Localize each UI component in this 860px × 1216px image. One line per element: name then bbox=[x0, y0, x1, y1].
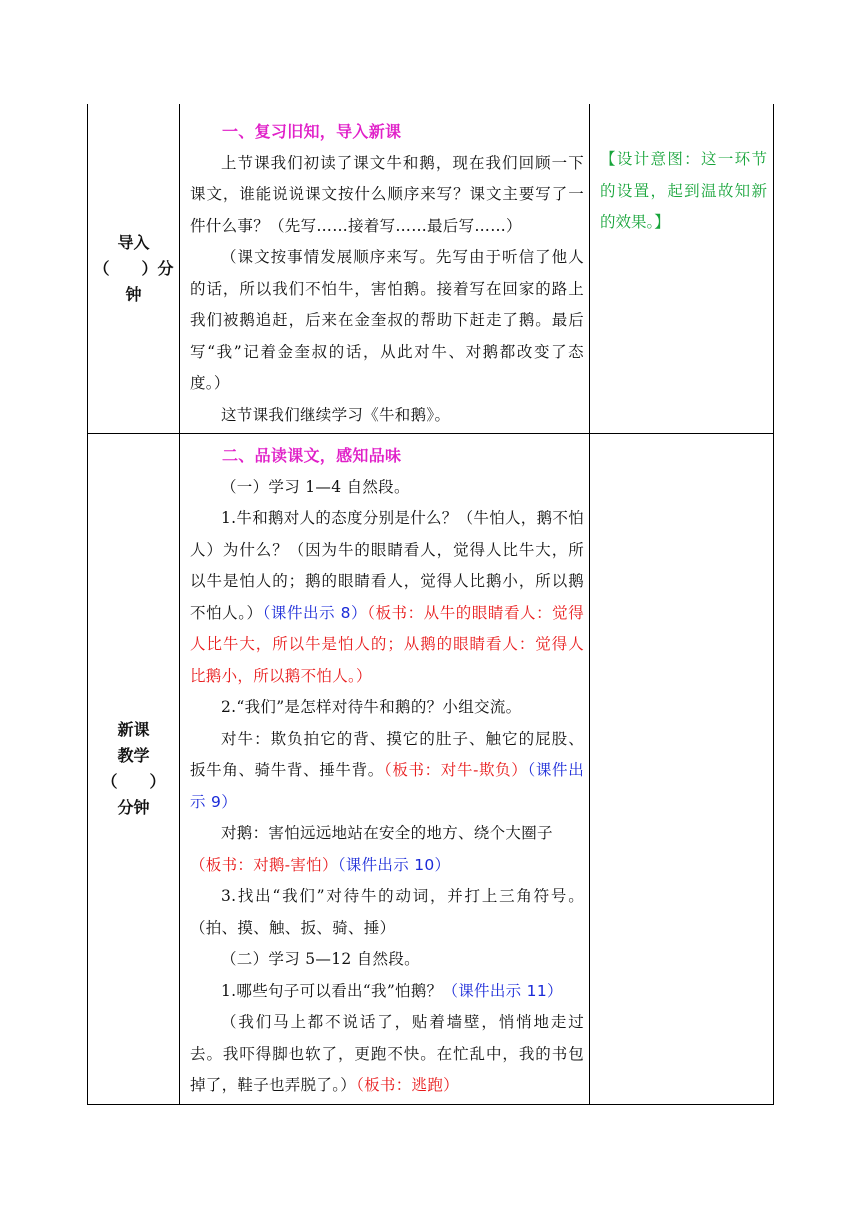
paragraph: 这节课我们继续学习《牛和鹅》。 bbox=[221, 405, 451, 424]
stage-label-line: 教学 bbox=[117, 745, 150, 765]
question-text: 1.牛和鹅对人的态度分别是什么？（牛怕人，鹅不怕人）为什么？（因为牛的眼睛看人，觉得人比牛大，所以牛是怕人的；鹅的眼睛看人，觉得人比鹅小，所以鹅不怕人。） bbox=[190, 509, 584, 622]
question-text: 1.哪些句子可以看出“我”怕鹅？ bbox=[221, 981, 443, 1000]
answer-text: 对鹅：害怕远远地站在安全的地方、绕个大圈子 bbox=[221, 824, 553, 842]
courseware-note: （课件出示 8） bbox=[262, 603, 368, 622]
paragraph: 上节课我们初读了课文牛和鹅，现在我们回顾一下课文，谁能说说课文按什么顺序来写？课文主要写了一件什么事？（先写……接着写……最后写……） bbox=[190, 153, 584, 235]
paragraph: （课文按事情发展顺序来写。先写由于听信了他人的话，所以我们不怕牛，害怕鹅。接着写在回家的路上我们被鹅追赶，后来在金奎叔的帮助下赶走了鹅。最后写“我”记着金奎叔的话，从此对牛、对鹅都改变了态度。） bbox=[190, 248, 584, 392]
stage-label-line: 钟 bbox=[125, 284, 142, 304]
question-paragraph bbox=[190, 503, 584, 692]
stage-label-line: 导入 bbox=[117, 232, 150, 252]
courseware-note: （课件出示 11） bbox=[442, 981, 563, 1000]
question-paragraph: 2.“我们”是怎样对待牛和鹅的？小组交流。 bbox=[221, 698, 522, 716]
board-note: （板书：对鹅-害怕） bbox=[190, 855, 338, 874]
design-intent-note: 【设计意图：这一环节的设置，起到温故知新的效果。】 bbox=[600, 150, 767, 231]
content-cell-new-lesson bbox=[180, 434, 590, 1105]
table-row-new-lesson bbox=[88, 434, 774, 1105]
courseware-note: （课件出示 9） bbox=[190, 761, 585, 811]
subsection-title: （一）学习 1—4 自然段。 bbox=[221, 477, 410, 496]
stage-label-new-lesson bbox=[88, 434, 180, 1105]
courseware-note: （课件出示 10） bbox=[337, 855, 451, 874]
answer-paragraph bbox=[190, 1007, 584, 1102]
board-note: （板书：从牛的眼睛看人：觉得人比牛大，所以牛是怕人的；从鹅的眼睛看人：觉得人比鹅小，所以鹅不怕人。） bbox=[190, 603, 584, 685]
content-cell-intro bbox=[180, 104, 590, 434]
subsection-title: （二）学习 5—12 自然段。 bbox=[221, 950, 420, 968]
section-heading: 二、品读课文，感知品味 bbox=[222, 446, 402, 465]
answer-paragraph bbox=[190, 818, 584, 881]
question-paragraph: 3.找出“我们”对待牛的动词，并打上三角符号。（拍、摸、触、扳、骑、捶） bbox=[190, 887, 584, 937]
design-note-cell-empty bbox=[590, 434, 774, 1105]
board-note: （板书：对牛-欺负） bbox=[383, 761, 528, 779]
stage-label-line: （ ） bbox=[101, 771, 166, 791]
stage-label-line: 新课 bbox=[117, 719, 150, 739]
answer-text: 对牛：欺负拍它的背、摸它的肚子、触它的屁股、扳牛角、骑牛背、捶牛背。 bbox=[190, 729, 584, 779]
table-row-intro bbox=[88, 104, 774, 434]
answer-paragraph bbox=[190, 724, 584, 819]
lesson-plan-table bbox=[87, 104, 774, 1105]
board-note: （板书：逃跑） bbox=[356, 1076, 459, 1094]
question-paragraph bbox=[190, 976, 584, 1008]
stage-label-intro bbox=[88, 104, 180, 434]
stage-label-line: 分钟 bbox=[117, 797, 150, 817]
answer-text: （我们马上都不说话了，贴着墙壁，悄悄地走过去。我吓得脚也软了，更跑不快。在忙乱中，我的书包掉了，鞋子也弄脱了。） bbox=[190, 1013, 584, 1094]
stage-label-line: （ ）分 bbox=[93, 258, 174, 278]
section-heading: 一、复习旧知，导入新课 bbox=[222, 122, 402, 141]
design-note-cell bbox=[590, 104, 774, 434]
